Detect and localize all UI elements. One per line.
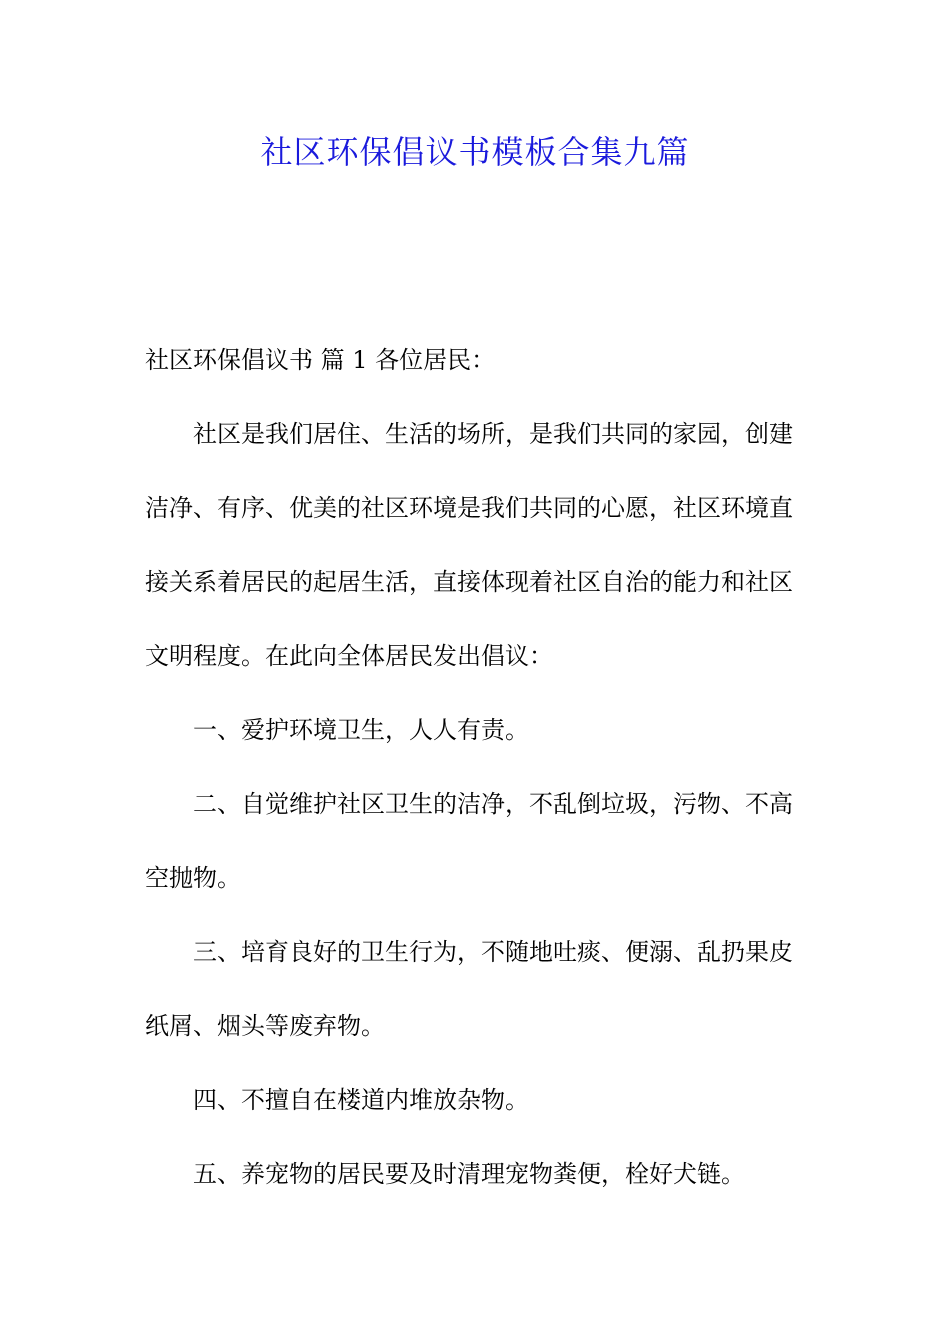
list-item-continuation: 纸屑、烟头等废弃物。 [145,1012,385,1040]
document-title: 社区环保倡议书模板合集九篇 [260,133,690,171]
list-item-line: 五、养宠物的居民要及时清理宠物粪便，栓好犬链。 [193,1160,745,1188]
section-heading-line: 社区环保倡议书 篇 1 各位居民： [145,346,496,374]
paragraph-line: 文明程度。在此向全体居民发出倡议： [145,642,553,670]
list-item-line: 二、自觉维护社区卫生的洁净，不乱倒垃圾，污物、不高 [193,790,793,818]
paragraph-line: 接关系着居民的起居生活，直接体现着社区自治的能力和社区 [145,568,793,596]
list-item-line: 三、培育良好的卫生行为，不随地吐痰、便溺、乱扔果皮 [193,938,793,966]
paragraph-line: 社区是我们居住、生活的场所，是我们共同的家园，创建 [193,420,793,448]
list-item-line: 一、爱护环境卫生，人人有责。 [193,716,529,744]
document-body [145,340,805,1228]
list-item-line: 四、不擅自在楼道内堆放杂物。 [193,1086,529,1114]
paragraph-line: 洁净、有序、优美的社区环境是我们共同的心愿，社区环境直 [145,494,793,522]
list-item-continuation: 空抛物。 [145,864,241,892]
